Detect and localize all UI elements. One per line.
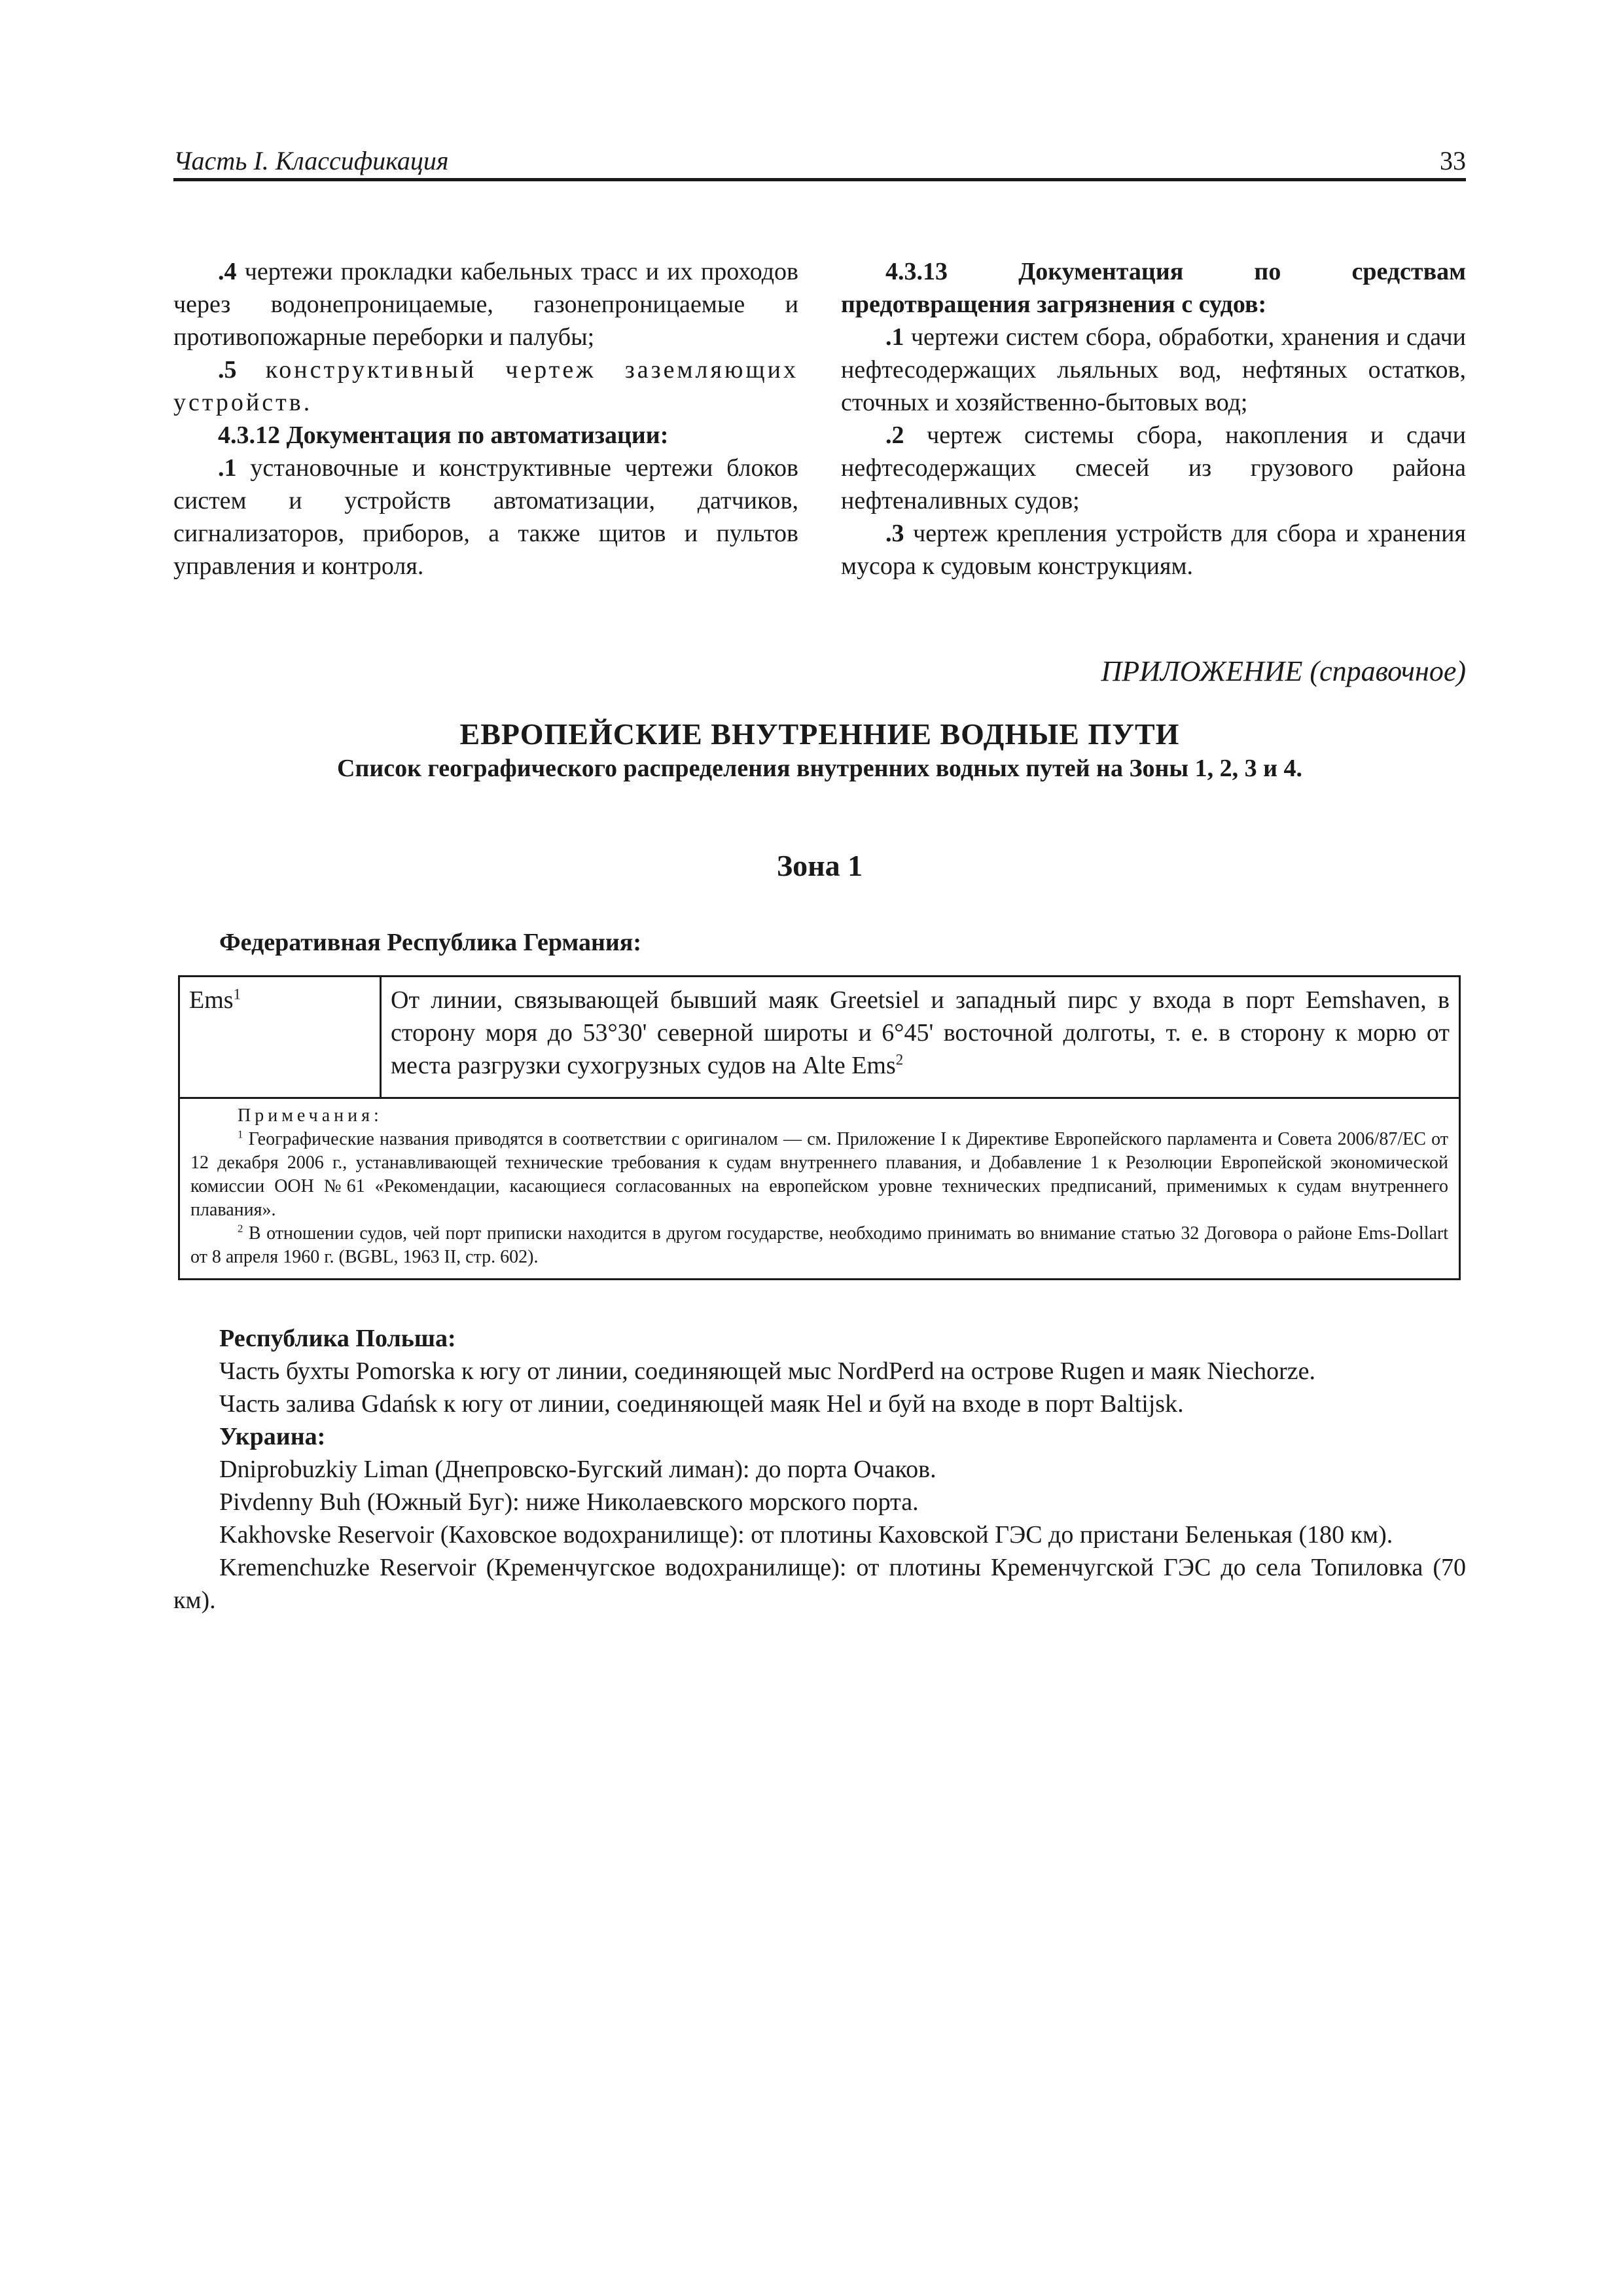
left-item-4 [173,255,798,353]
item-text: чертеж крепления устройств для сбора и хранения мусора к судовым конструкциям. [841,520,1466,580]
notes-header: Примечания: [238,1105,383,1126]
waterway-description-cell [382,977,1459,1097]
table-notes [180,1099,1459,1269]
item-number: .5 [218,356,237,384]
item-text: чертеж системы сбора, накопления и сдачи нефтесодержащих смесей из грузового района нефтеналивных судов; [841,422,1466,514]
footnote-ref: 1 [233,986,241,1003]
waterway-name: Ems [189,986,234,1014]
header-rule [173,178,1466,181]
item-number: .4 [218,258,237,285]
item-text: конструктивный чертеж заземляющих устройств. [173,356,798,416]
list-item: Kakhovske Reservoir (Каховское водохранилище): от плотины Каховской ГЭС до пристани Беленькая (180 км). [219,1521,1393,1549]
country-ukraine: Украина: [219,1423,326,1450]
waterway-name-cell [180,977,382,1097]
item-number: .3 [885,520,904,547]
left-item-1 [173,452,798,583]
note-marker: 1 [238,1128,243,1141]
note-2 [190,1222,1448,1269]
heading-4-3-12: 4.3.12 Документация по автоматизации: [218,422,669,449]
header-section-title: Часть I. Классификация [173,146,449,175]
waterway-description: От линии, связывающей бывший маяк Greetsiel и западный пирс у входа в порт Eemshaven, в сторону моря до 53°30' северной широты и 6°45' восточной долготы, т. е. в сторону к морю от места разгрузки сухогрузных судов на Alte Ems [391,986,1450,1079]
note-text: Географические названия приводятся в соответствии с оригиналом — см. Приложение I к Директиве Европейского парламента и Совета 2006/87/ЕС от 12 декабря 2006 г., устанавливающей технические требования к судам внутреннего плавания, и Добавление 1 к Резолюции Европейской экономической комиссии ООН №61 «Рекомендации, касающиеся согласованных на европейском уровне технических предписаний, применимых к судам внутреннего плавания». [190,1129,1448,1220]
note-1 [190,1128,1448,1222]
right-item-3 [841,517,1466,583]
item-number: .2 [885,422,904,449]
heading-4-3-13: 4.3.13 Документация по средствам предотвращения загрязнения с судов: [841,258,1466,318]
appendix-title: ЕВРОПЕЙСКИЕ ВНУТРЕННИЕ ВОДНЫЕ ПУТИ [459,717,1180,751]
right-column [841,255,1466,583]
item-number: .1 [885,323,904,351]
item-text: чертежи систем сбора, обработки, хранения и сдачи нефтесодержащих льяльных вод, нефтяных остатков, сточных и хозяйственно-бытовых вод; [841,323,1466,416]
item-text: чертежи прокладки кабельных трасс и их проходов через водонепроницаемые, газонепроницаемые и противопожарные переборки и палубы; [173,258,798,351]
left-item-5 [173,353,798,419]
running-header [173,145,1466,182]
zone-title: Зона 1 [776,849,863,882]
waterway-table [178,975,1461,1280]
country-poland: Республика Польша: [219,1325,456,1352]
list-item: Kremenchuzke Reservoir (Кременчугское водохранилище): от плотины Кременчугской ГЭС до села Топиловка (70 км). [173,1554,1466,1614]
right-item-1 [841,321,1466,419]
table-row [180,977,1459,1099]
item-text: установочные и конструктивные чертежи блоков систем и устройств автоматизации, датчиков, сигнализаторов, приборов, а также щитов и пультов управления и контроля. [173,454,798,580]
appendix-subtitle: Список географического распределения внутренних водных путей на Зоны 1, 2, 3 и 4. [337,755,1302,782]
note-text: В отношении судов, чей порт приписки находится в другом государстве, необходимо принимать во внимание статью 32 Договора о районе Ems-Dollart от 8 апреля 1960 г. (BGBL, 1963 II, стр. 602). [190,1223,1448,1267]
footnote-ref: 2 [895,1051,904,1068]
list-item: Dniprobuzkiy Liman (Днепровско-Бугский лиман): до порта Очаков. [219,1456,936,1483]
note-marker: 2 [238,1222,243,1235]
page-number: 33 [1440,146,1466,175]
waterway-list [173,1322,1466,1617]
left-column [173,255,798,583]
list-item: Pivdenny Buh (Южный Буг): ниже Николаевского морского порта. [219,1488,919,1516]
list-item: Часть бухты Pomorska к югу от линии, соединяющей мыс NordPerd на острове Rugen и маяк Niechorze. [219,1357,1315,1385]
appendix-label: ПРИЛОЖЕНИЕ (справочное) [1101,655,1466,687]
list-item: Часть залива Gdańsk к югу от линии, соединяющей маяк Hel и буй на входе в порт Baltijsk. [219,1390,1184,1418]
item-number: .1 [218,454,237,482]
right-item-2 [841,419,1466,517]
country-germany: Федеративная Республика Германия: [219,929,641,956]
